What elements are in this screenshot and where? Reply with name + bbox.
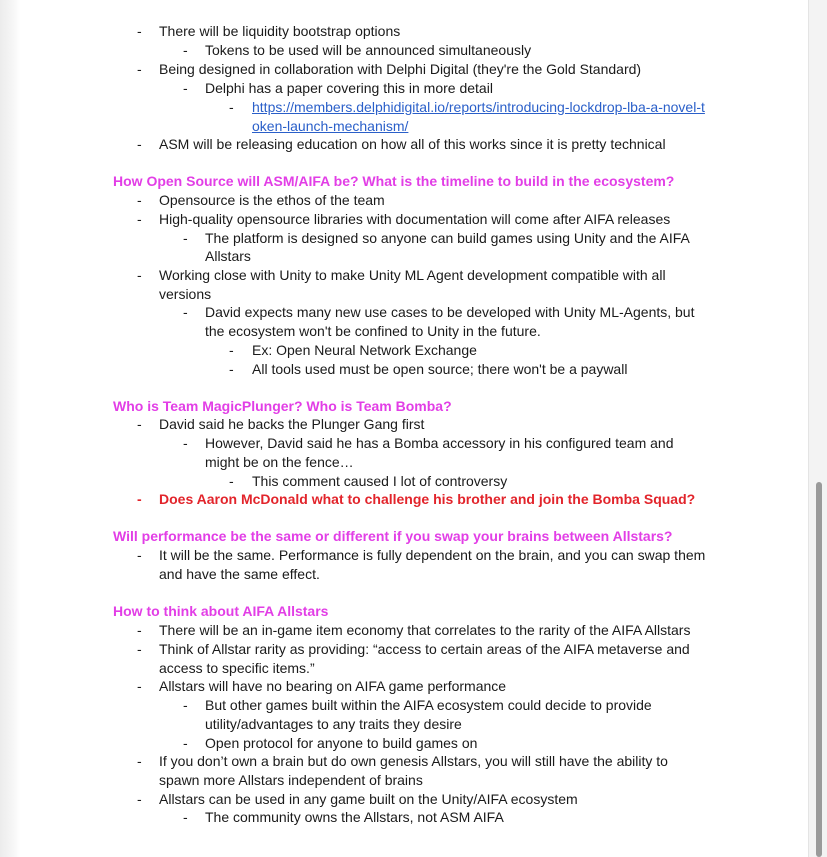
bullet-text: ASM will be releasing education on how all of this works since it is pretty technical xyxy=(159,136,666,152)
section-heading: How Open Source will ASM/AIFA be? What is the timeline to build in the ecosystem? xyxy=(113,173,675,189)
bullet-text: Think of Allstar rarity as providing: “access to certain areas of the AIFA metaverse and xyxy=(159,641,690,657)
bullet-dash: - xyxy=(137,267,142,283)
section-heading: How to think about AIFA Allstars xyxy=(113,603,329,619)
bullet-text: Tokens to be used will be announced simultaneously xyxy=(205,42,532,58)
reference-link[interactable]: oken-launch-mechanism/ xyxy=(252,118,409,134)
bullet-text: the ecosystem won't be confined to Unity in the future. xyxy=(205,323,541,339)
bullet-text: If you don’t own a brain but do own genesis Allstars, you will still have the ability to xyxy=(159,753,668,769)
bullet-text: All tools used must be open source; there won't be a paywall xyxy=(252,361,628,377)
bullet-text: versions xyxy=(159,286,212,302)
bullet-dash: - xyxy=(137,23,142,39)
bullet-text: access to specific items.” xyxy=(159,660,315,676)
bullet-dash: - xyxy=(137,136,142,152)
bullet-text: Being designed in collaboration with Delphi Digital (they're the Gold Standard) xyxy=(159,61,642,77)
bullet-text: Allstars can be used in any game built on the Unity/AIFA ecosystem xyxy=(159,791,578,807)
bullet-dash: - xyxy=(137,61,142,77)
bullet-text: Allstars xyxy=(205,248,251,264)
bullet-dash: - xyxy=(137,491,142,507)
bullet-text: Open protocol for anyone to build games on xyxy=(205,735,478,751)
bullet-dash: - xyxy=(183,697,188,713)
bullet-dash: - xyxy=(183,304,188,320)
bullet-dash: - xyxy=(137,753,142,769)
bullet-text: This comment caused I lot of controversy xyxy=(252,473,508,489)
bullet-text: There will be liquidity bootstrap options xyxy=(159,23,401,39)
bullet-dash: - xyxy=(137,641,142,657)
bullet-dash: - xyxy=(137,791,142,807)
bullet-dash: - xyxy=(183,230,188,246)
bullet-text: Ex: Open Neural Network Exchange xyxy=(252,342,477,358)
bullet-text: might be on the fence… xyxy=(205,454,354,470)
section-heading: Who is Team MagicPlunger? Who is Team Bomba? xyxy=(113,398,452,414)
bullet-text: Opensource is the ethos of the team xyxy=(159,192,385,208)
page-left-gutter xyxy=(0,0,20,857)
reference-link[interactable]: https://members.delphidigital.io/reports/introducing-lockdrop-lba-a-novel-t xyxy=(252,99,705,115)
bullet-text: But other games built within the AIFA ecosystem could decide to provide xyxy=(205,697,652,713)
bullet-dash: - xyxy=(137,211,142,227)
bullet-dash: - xyxy=(137,547,142,563)
bullet-text: David said he backs the Plunger Gang first xyxy=(159,416,425,432)
bullet-dash: - xyxy=(137,622,142,638)
bullet-text: utility/advantages to any traits they desire xyxy=(205,716,462,732)
bullet-text: Delphi has a paper covering this in more detail xyxy=(205,80,493,96)
bullet-dash: - xyxy=(229,361,234,377)
bullet-dash: - xyxy=(229,99,234,115)
bullet-dash: - xyxy=(229,342,234,358)
bullet-text: However, David said he has a Bomba accessory in his configured team and xyxy=(205,435,674,451)
bullet-dash: - xyxy=(183,809,188,825)
bullet-dash: - xyxy=(229,473,234,489)
bullet-text: The platform is designed so anyone can build games using Unity and the AIFA xyxy=(205,230,690,246)
section-heading: Will performance be the same or different if you swap your brains between Allstars? xyxy=(113,528,673,544)
bullet-dash: - xyxy=(183,80,188,96)
scrollbar-thumb[interactable] xyxy=(816,482,822,857)
bullet-dash: - xyxy=(183,42,188,58)
bullet-dash: - xyxy=(137,678,142,694)
bullet-text: spawn more Allstars independent of brains xyxy=(159,772,423,788)
bullet-text: Working close with Unity to make Unity ML Agent development compatible with all xyxy=(159,267,666,283)
bullet-text: It will be the same. Performance is fully dependent on the brain, and you can swap them xyxy=(159,547,706,563)
bullet-text: and have the same effect. xyxy=(159,566,320,582)
bullet-dash: - xyxy=(137,416,142,432)
bullet-dash: - xyxy=(137,192,142,208)
highlighted-question: Does Aaron McDonald what to challenge his brother and join the Bomba Squad? xyxy=(159,491,696,507)
bullet-text: Allstars will have no bearing on AIFA game performance xyxy=(159,678,507,694)
bullet-text: The community owns the Allstars, not ASM AIFA xyxy=(205,809,504,825)
bullet-dash: - xyxy=(183,735,188,751)
bullet-dash: - xyxy=(183,435,188,451)
bullet-text: High-quality opensource libraries with documentation will come after AIFA releases xyxy=(159,211,671,227)
bullet-text: There will be an in-game item economy that correlates to the rarity of the AIFA Allstars xyxy=(159,622,691,638)
bullet-text: David expects many new use cases to be developed with Unity ML-Agents, but xyxy=(205,304,695,320)
